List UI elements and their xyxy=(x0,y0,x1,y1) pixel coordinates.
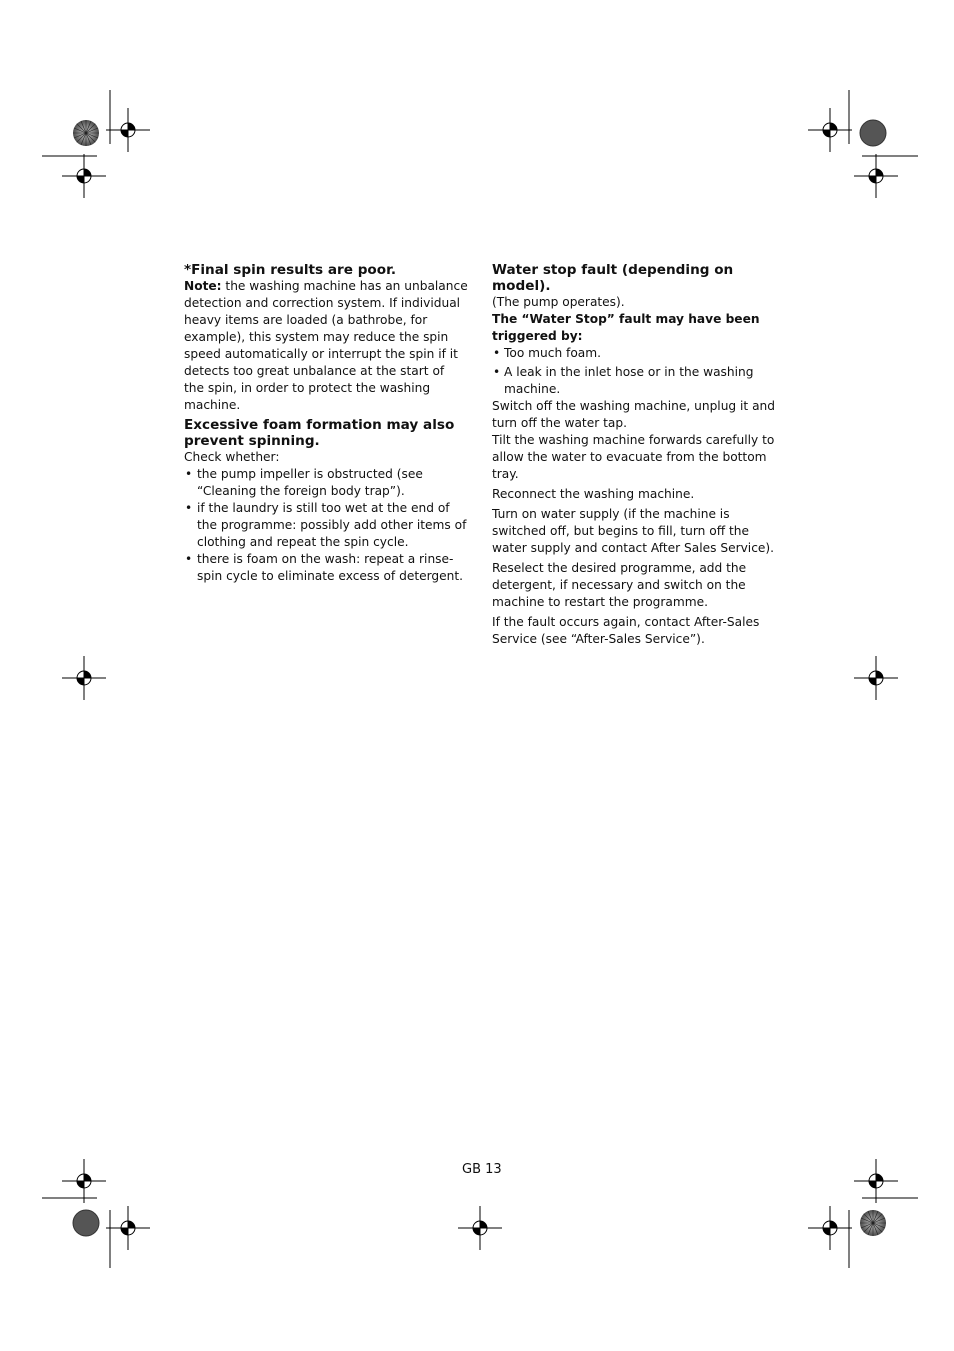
list-item: • A leak in the inlet hose or in the washing machine. xyxy=(492,364,782,398)
list-item: • Too much foam. xyxy=(492,345,782,362)
instruction-paragraph: Tilt the washing machine forwards carefully to allow the water to evacuate from the bottom tray. xyxy=(492,433,775,481)
check-list xyxy=(184,466,468,585)
left-column xyxy=(184,262,468,585)
instruction-paragraph: Reconnect the washing machine. xyxy=(492,487,695,501)
check-intro: Check whether: xyxy=(184,450,280,464)
note-text: the washing machine has an unbalance detection and correction system. If individual heavy items are loaded (a bathrobe, for example), this system may reduce the spin speed automatically or interrupt the spin if it detects too great unbalance at the start of the spin, in order to protect the washing machine. xyxy=(184,279,468,412)
section-heading-final-spin: *Final spin results are poor. xyxy=(184,262,397,278)
note-label: Note: xyxy=(184,279,222,293)
section-heading-water-stop: Water stop fault (depending on model). xyxy=(492,262,734,294)
instruction-paragraph: If the fault occurs again, contact After-Sales Service (see “After-Sales Service”). xyxy=(492,615,760,646)
list-item: • the pump impeller is obstructed (see “Cleaning the foreign body trap”). xyxy=(184,466,468,500)
list-item: • there is foam on the wash: repeat a rinse-spin cycle to eliminate excess of detergent. xyxy=(184,551,468,585)
right-column xyxy=(492,262,782,648)
section-heading-foam: Excessive foam formation may also prevent spinning. xyxy=(184,417,455,449)
instruction-paragraph: Switch off the washing machine, unplug it and turn off the water tap. xyxy=(492,399,775,430)
list-item: • if the laundry is still too wet at the end of the programme: possibly add other items of clothing and repeat the spin cycle. xyxy=(184,500,468,551)
cause-list xyxy=(492,345,782,398)
instruction-paragraph: Turn on water supply (if the machine is switched off, but begins to fill, turn off the water supply and contact After Sales Service). xyxy=(492,507,775,555)
pump-note: (The pump operates). xyxy=(492,295,625,309)
subheading-triggered: The “Water Stop” fault may have been triggered by: xyxy=(492,312,760,343)
page-number: GB 13 xyxy=(462,1162,502,1177)
instruction-paragraph: Reselect the desired programme, add the detergent, if necessary and switch on the machine to restart the programme. xyxy=(492,561,747,609)
note-paragraph xyxy=(184,278,468,414)
